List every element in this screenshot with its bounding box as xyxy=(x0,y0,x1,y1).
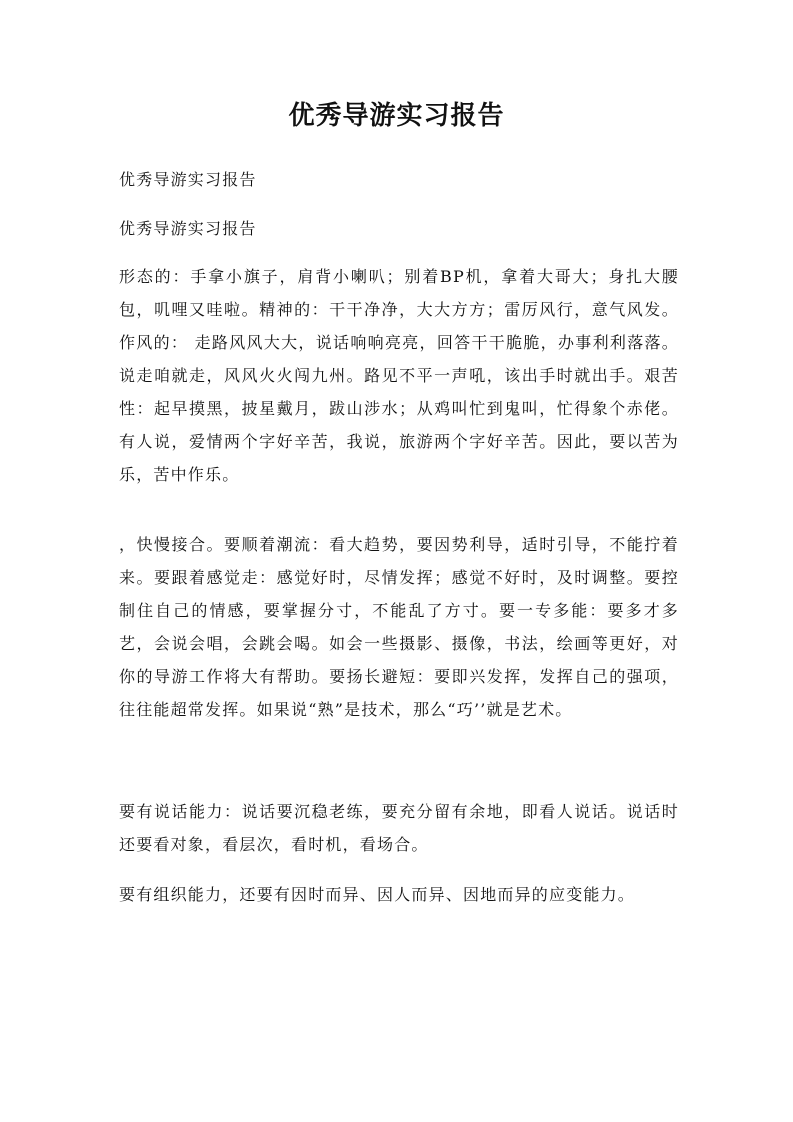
subtitle-line-1: 优秀导游实习报告 xyxy=(119,170,257,189)
paragraph-organizing-ability: 要有组织能力，还要有因时而异、因人而异、因地而异的应变能力。 xyxy=(119,885,636,904)
subtitle-line-2: 优秀导游实习报告 xyxy=(119,219,257,238)
paragraph-methods: ，快慢接合。要顺着潮流：看大趋势，要因势利导，适时引导，不能拧着来。要跟着感觉走：感觉好时，尽情发挥；感觉不好时，及时调整。要控制住自己的情感，要掌握分寸，不能乱了方寸。要一专多能：要多才多艺，会说会唱，会跳会喝。如会一些摄影、摄像，书法，绘画等更好，对你的导游工作将大有帮助。要扬长避短：要即兴发挥，发挥自己的强项，往往能超常发挥。如果说“熟”是技术，那么“巧’’就是艺术。 xyxy=(119,535,679,719)
paragraph-speaking-ability: 要有说话能力：说话要沉稳老练，要充分留有余地，即看人说话。说话时还要看对象，看层次，看时机，看场合。 xyxy=(119,802,679,854)
page-title: 优秀导游实习报告 xyxy=(288,101,505,131)
paragraph-attitude: 形态的：手拿小旗子，肩背小喇叭；别着BP机，拿着大哥大；身扎大腰包，叽哩又哇啦。精神的：干干净净，大大方方；雷厉风行，意气风发。作风的： 走路风风大大，说话响响亮亮，回答干干脆脆，办事利利落落。说走咱就走，风风火火闯九州。路见不平一声吼，该出手时就出手。艰苦性：起早摸黑，披星戴月，跋山涉水；从鸡叫忙到鬼叫，忙得象个赤佬。有人说，爱情两个字好辛苦，我说，旅游两个字好辛苦。因此，要以苦为乐，苦中作乐。 xyxy=(119,267,679,484)
